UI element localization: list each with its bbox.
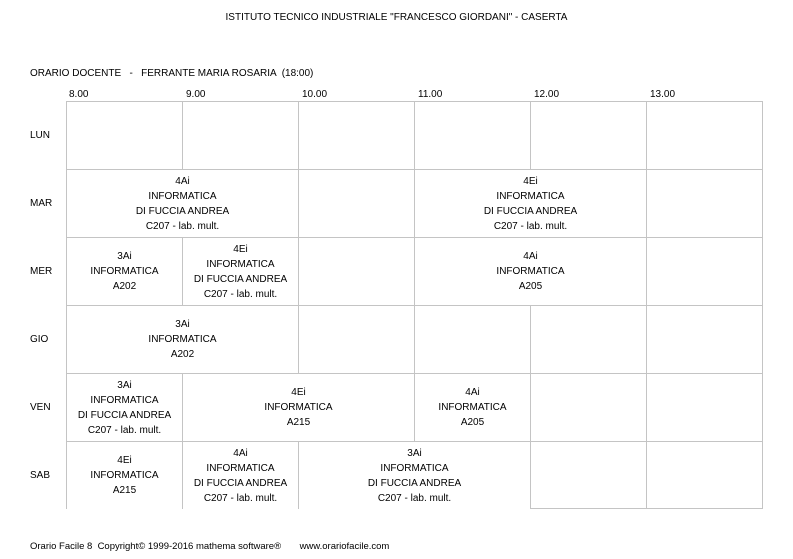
lesson-teacher: DI FUCCIA ANDREA (77, 409, 172, 421)
time-label: 12.00 (534, 89, 560, 100)
day-label: LUN (30, 130, 51, 141)
lesson-room: C207 - lab. mult. (87, 424, 162, 436)
lesson-subject: INFORMATICA (148, 190, 217, 202)
time-label: 8.00 (69, 89, 89, 100)
lesson-room: C207 - lab. mult. (203, 492, 278, 504)
lesson-block[interactable] (183, 238, 298, 305)
lesson-teacher: DI FUCCIA ANDREA (193, 477, 288, 489)
time-label: 10.00 (302, 89, 328, 100)
lesson-subject: INFORMATICA (264, 402, 333, 413)
lesson-block[interactable] (67, 374, 182, 441)
lesson-block[interactable] (67, 170, 298, 237)
time-label: 9.00 (186, 89, 206, 100)
lesson-class: 3Ai (175, 319, 190, 330)
lesson-block[interactable] (299, 442, 530, 509)
lesson-class: 4Ei (117, 455, 132, 466)
lesson-subject: INFORMATICA (496, 266, 565, 277)
lesson-class: 3Ai (117, 251, 132, 262)
day-label: SAB (30, 470, 51, 481)
lesson-subject: INFORMATICA (438, 402, 507, 413)
lesson-room: C207 - lab. mult. (203, 288, 278, 300)
lesson-room: C207 - lab. mult. (493, 220, 568, 232)
lesson-block[interactable] (415, 374, 530, 441)
time-label: 13.00 (650, 89, 676, 100)
lesson-teacher: DI FUCCIA ANDREA (135, 205, 230, 217)
lesson-class: 4Ei (291, 387, 306, 398)
lesson-class: 4Ai (233, 447, 248, 459)
lesson-class: 4Ei (523, 175, 538, 187)
lesson-teacher: DI FUCCIA ANDREA (483, 205, 578, 217)
lesson-room: C207 - lab. mult. (145, 220, 220, 232)
day-label: GIO (30, 334, 49, 345)
lesson-subject: INFORMATICA (496, 190, 565, 202)
day-label: MAR (30, 198, 53, 209)
lesson-block[interactable] (67, 442, 182, 509)
lesson-subject: INFORMATICA (148, 334, 217, 345)
lesson-class: 4Ei (233, 243, 248, 255)
lesson-room: A215 (112, 485, 137, 496)
lesson-class: 3Ai (407, 447, 422, 459)
time-header (0, 89, 793, 101)
lesson-room: A205 (518, 281, 543, 292)
lesson-room: C207 - lab. mult. (377, 492, 452, 504)
footer-copyright: Orario Facile 8 Copyright© 1999-2016 mathema software® www.orariofacile.com (30, 541, 390, 552)
lesson-class: 4Ai (523, 251, 538, 262)
lesson-class: 4Ai (175, 175, 190, 187)
teacher-subtitle: ORARIO DOCENTE - FERRANTE MARIA ROSARIA (18:00) (30, 68, 314, 79)
lesson-block[interactable] (67, 238, 182, 305)
lesson-teacher: DI FUCCIA ANDREA (367, 477, 462, 489)
lesson-class: 4Ai (465, 387, 480, 398)
time-label: 11.00 (418, 89, 443, 100)
lesson-room: A202 (112, 281, 137, 292)
lesson-room: A205 (460, 417, 485, 428)
lesson-room: A215 (286, 417, 311, 428)
lesson-subject: INFORMATICA (90, 470, 159, 481)
school-title: ISTITUTO TECNICO INDUSTRIALE "FRANCESCO GIORDANI" - CASERTA (225, 12, 568, 23)
lesson-teacher: DI FUCCIA ANDREA (193, 273, 288, 285)
lesson-block[interactable] (183, 374, 414, 441)
lesson-block[interactable] (415, 238, 646, 305)
lesson-room: A202 (170, 349, 195, 360)
lesson-block[interactable] (67, 306, 298, 373)
lesson-subject: INFORMATICA (90, 266, 159, 277)
lesson-block[interactable] (415, 170, 646, 237)
day-label: VEN (30, 402, 51, 413)
lesson-subject: INFORMATICA (206, 462, 275, 474)
lesson-subject: INFORMATICA (90, 394, 159, 406)
lesson-block[interactable] (183, 442, 298, 509)
lesson-subject: INFORMATICA (206, 258, 275, 270)
day-label: MER (30, 266, 53, 277)
lesson-class: 3Ai (117, 379, 132, 391)
lesson-subject: INFORMATICA (380, 462, 449, 474)
